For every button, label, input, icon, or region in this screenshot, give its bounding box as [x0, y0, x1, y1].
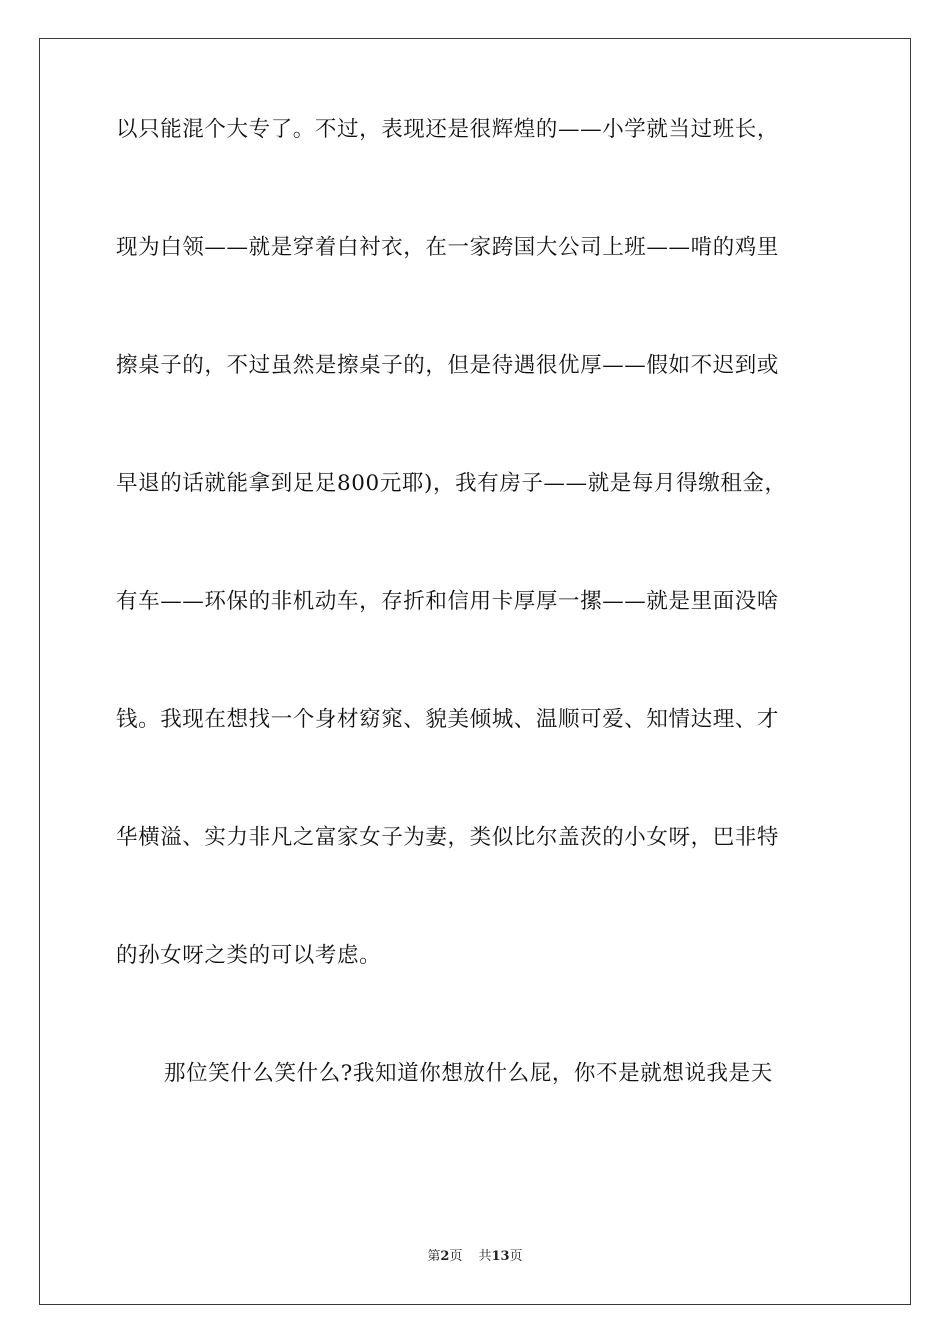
- total-suffix: 页: [509, 1249, 523, 1264]
- text-line-2: 现为白领——就是穿着白衬衣，在一家跨国大公司上班——啃的鸡里: [116, 235, 780, 260]
- text-line-6: 钱。我现在想找一个身材窈窕、貌美倾城、温顺可爱、知情达理、才: [116, 707, 780, 732]
- text-line-3: 擦桌子的，不过虽然是擦桌子的，但是待遇很优厚——假如不迟到或: [116, 353, 780, 378]
- document-body: [116, 118, 840, 1086]
- text-line-8: 的孙女呀之类的可以考虑。: [116, 943, 382, 968]
- page-suffix: 页: [449, 1249, 463, 1264]
- text-line-7: 华横溢、实力非凡之富家女子为妻，类似比尔盖茨的小女呀，巴非特: [116, 825, 780, 850]
- page-prefix: 第: [427, 1249, 441, 1264]
- total-pages: 13: [491, 1249, 510, 1264]
- text-line-4: 早退的话就能拿到足足800元耶)，我有房子——就是每月得缴租金，: [116, 471, 787, 496]
- page-number: 2: [440, 1249, 450, 1264]
- text-line-1: 以只能混个大专了。不过，表现还是很辉煌的——小学就当过班长，: [116, 117, 780, 142]
- text-line-5: 有车——环保的非机动车，存折和信用卡厚厚一摞——就是里面没啥: [116, 589, 780, 614]
- total-prefix: 共: [478, 1249, 492, 1264]
- paragraph-start-line: 那位笑什么笑什么?我知道你想放什么屁，你不是就想说我是天: [164, 1061, 773, 1086]
- page-footer: [0, 1248, 950, 1266]
